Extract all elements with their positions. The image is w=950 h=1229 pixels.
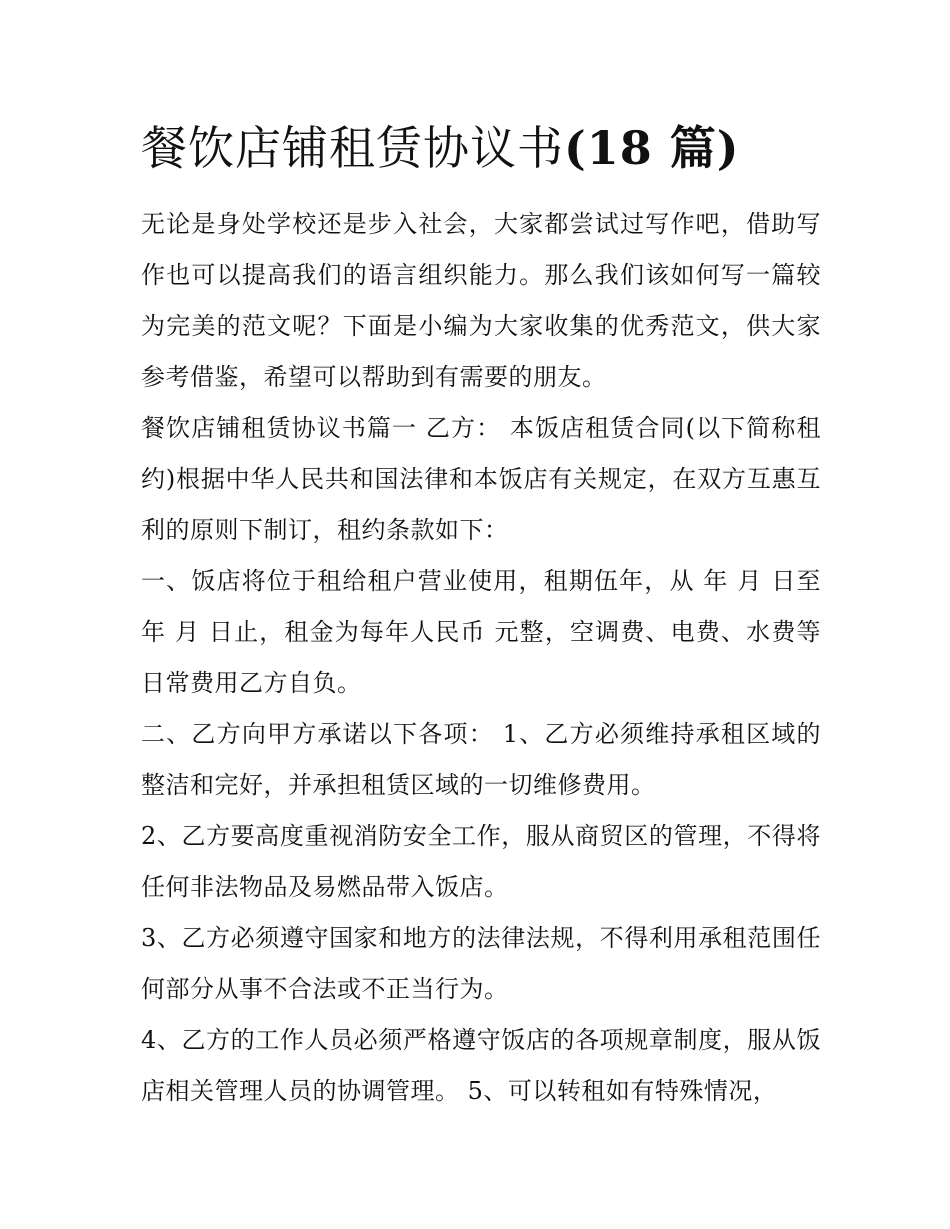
paragraph-item-4: 4、乙方的工作人员必须严格遵守饭店的各项规章制度，服从饭店相关管理人员的协调管理。 5、可以转租如有特殊情况， <box>141 1026 821 1105</box>
document-title <box>141 112 821 184</box>
paragraph-item-2: 2、乙方要高度重视消防安全工作，服从商贸区的管理，不得将任何非法物品及易燃品带入饭店。 <box>141 822 821 901</box>
paragraph-intro: 无论是身处学校还是步入社会，大家都尝试过写作吧，借助写作也可以提高我们的语言组织能力。那么我们该如何写一篇较为完美的范文呢？下面是小编为大家收集的优秀范文，供大家参考借鉴，希望可以帮助到有需要的朋友。 <box>141 210 821 391</box>
paragraph-item-3: 3、乙方必须遵守国家和地方的法律法规，不得利用承租范围任何部分从事不合法或不正当行为。 <box>141 924 821 1003</box>
paragraph-clause-1: 一、饭店将位于租给租户营业使用，租期伍年，从 年 月 日至 年 月 日止，租金为每年人民币 元整，空调费、电费、水费等日常费用乙方自负。 <box>141 567 821 697</box>
document-page <box>141 112 821 1117</box>
paragraph-clause-2: 二、乙方向甲方承诺以下各项： 1、乙方必须维持承租区域的整洁和完好，并承担租赁区域的一切维修费用。 <box>141 720 821 799</box>
title-suffix: (18 篇) <box>564 121 740 175</box>
title-main: 餐饮店铺租赁协议书 <box>141 121 564 175</box>
paragraph-agreement-header: 餐饮店铺租赁协议书篇一 乙方： 本饭店租赁合同(以下简称租约)根据中华人民共和国法律和本饭店有关规定，在双方互惠互利的原则下制订，租约条款如下： <box>141 414 821 544</box>
document-body <box>141 199 821 1117</box>
